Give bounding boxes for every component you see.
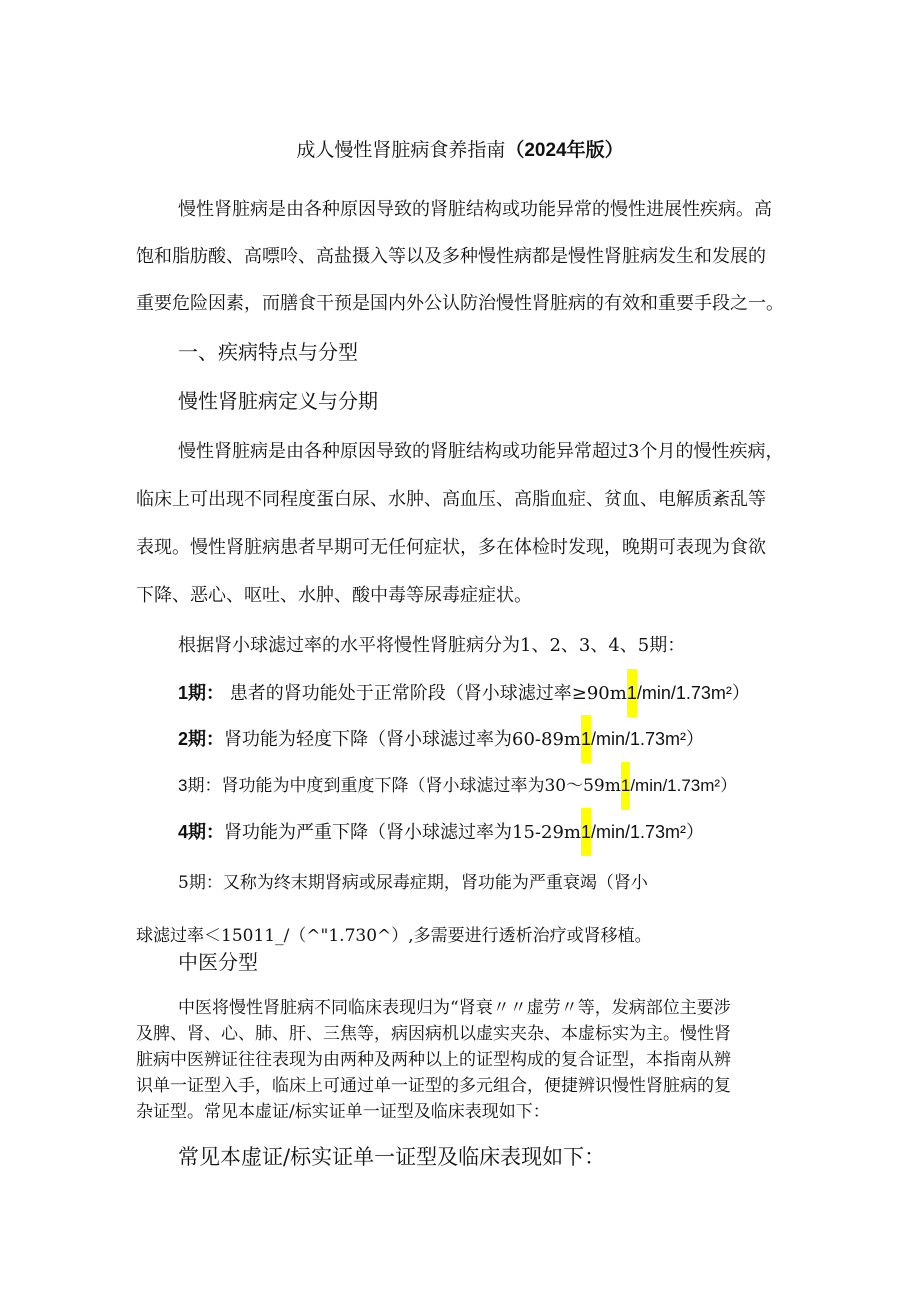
title-text: 成人慢性肾脏病食养指南 — [296, 139, 506, 161]
stage-label: 1期： — [178, 683, 225, 703]
tcm-heading: 中医分型 — [178, 950, 258, 974]
staging-intro: 根据肾小球滤过率的水平将慢性肾脏病分为1、2、3、4、5期： — [178, 635, 686, 656]
intro-line-3: 重要危险因素，而膳食干预是国内外公认防治慢性肾脏病的有效和重要手段之一。 — [136, 293, 784, 314]
document-title — [0, 138, 920, 163]
stage-unit: /min/1.73m²） — [591, 729, 705, 749]
stage-label: 3期： — [178, 776, 222, 795]
stage-text: 肾功能为中度到重度下降（肾小球滤过率为30～59m — [221, 776, 621, 796]
tcm-line-3: 脏病中医辨证往往表现为由两种及两种以上的证型构成的复合证型，本指南从辨 — [136, 1050, 731, 1070]
definition-line-3: 表现。慢性肾脏病患者早期可无任何症状，多在体检时发现，晚期可表现为食欲 — [136, 537, 766, 558]
stage-unit: /min/1.73m²） — [636, 683, 750, 703]
stage-label: 2期： — [178, 729, 225, 749]
stage-1 — [178, 681, 750, 706]
tcm-line-4: 识单一证型入手，临床上可通过单一证型的多元组合，便捷辨识慢性肾脏病的复 — [136, 1076, 731, 1096]
highlight-mark: 1 — [581, 715, 591, 763]
stage-4 — [178, 820, 704, 845]
closing-heading: 常见本虚证/标实证单一证型及临床表现如下： — [178, 1145, 606, 1169]
stage-text: 肾功能为轻度下降（肾小球滤过率为60-89m — [224, 729, 581, 750]
section-heading: 一、疾病特点与分型 — [178, 340, 358, 364]
tcm-line-1: 中医将慢性肾脏病不同临床表现归为“肾衰〃〃虚劳〃等，发病部位主要涉 — [178, 998, 731, 1018]
highlight-mark: 1 — [621, 762, 630, 810]
intro-line-1: 慢性肾脏病是由各种原因导致的肾脏结构或功能异常的慢性进展性疾病。高 — [178, 199, 772, 220]
stage-label: 4期： — [178, 822, 225, 842]
stage-text: 肾功能为严重下降（肾小球滤过率为15-29m — [224, 822, 581, 843]
title-edition: （2024年版） — [505, 140, 624, 161]
intro-line-2: 饱和脂肪酸、高嘌呤、高盐摄入等以及多种慢性病都是慢性肾脏病发生和发展的 — [136, 246, 766, 267]
stage-unit: /min/1.73m²） — [591, 822, 705, 842]
tcm-line-2: 及脾、肾、心、肺、肝、三焦等，病因病机以虚实夹杂、本虚标实为主。慢性肾 — [136, 1024, 731, 1044]
stage-text: 患者的肾功能处于正常阶段（肾小球滤过率≥90m — [229, 683, 627, 704]
stage-2 — [178, 727, 704, 752]
highlight-mark: 1 — [581, 808, 591, 856]
stage-5-line-2: 球滤过率＜15011_/（^"1.730^）,多需要进行透析治疗或肾移植。 — [136, 926, 652, 946]
definition-line-2: 临床上可出现不同程度蛋白尿、水肿、高血压、高脂血症、贫血、电解质紊乱等 — [136, 489, 766, 510]
definition-line-4: 下降、恶心、呕吐、水肿、酸中毒等尿毒症症状。 — [136, 585, 532, 606]
stage-3 — [178, 774, 737, 798]
definition-line-1: 慢性肾脏病是由各种原因导致的肾脏结构或功能异常超过3个月的慢性疾病， — [178, 441, 784, 462]
highlight-mark: 1 — [627, 669, 637, 717]
tcm-line-5: 杂证型。常见本虚证/标实证单一证型及临床表现如下： — [136, 1102, 550, 1122]
stage-5-line-1: 5期：又称为终末期肾病或尿毒症期，肾功能为严重衰竭（肾小 — [178, 873, 648, 893]
subsection-heading: 慢性肾脏病定义与分期 — [178, 389, 378, 413]
stage-unit: /min/1.73m²） — [630, 776, 738, 795]
